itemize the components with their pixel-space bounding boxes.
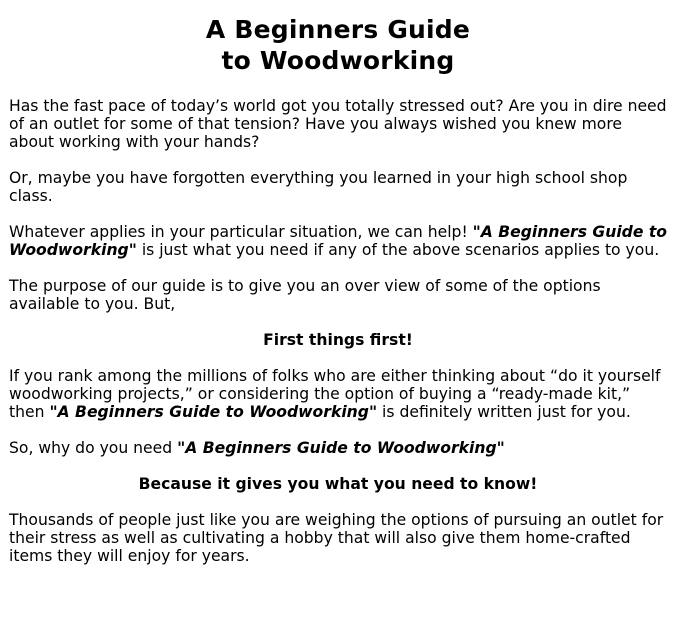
title-line-2: to Woodworking bbox=[221, 46, 455, 75]
page-title bbox=[9, 14, 667, 76]
shop-class-paragraph: Or, maybe you have forgotten everything you learned in your high school shop class. bbox=[9, 169, 628, 205]
p6-text-start: So, why do you need bbox=[9, 439, 178, 457]
p5-text-end: is definitely written just for you. bbox=[377, 403, 631, 421]
purpose-paragraph: The purpose of our guide is to give you an over view of some of the options available to you. But, bbox=[9, 277, 601, 313]
p3-text-end: is just what you need if any of the above scenarios applies to you. bbox=[136, 241, 660, 259]
title-line-1: A Beginners Guide bbox=[205, 15, 471, 44]
document-page bbox=[0, 14, 677, 630]
first-things-heading: First things first! bbox=[263, 331, 413, 349]
why-need-paragraph bbox=[9, 439, 667, 457]
millions-of-folks-paragraph bbox=[9, 367, 667, 421]
p3-text-start: Whatever applies in your particular situation, we can help! bbox=[9, 223, 473, 241]
p5-text-start: If you rank among the millions of folks who are either thinking about “do it yourself woodworking projects,” or considering the option of buying a “ready-made kit,” then bbox=[9, 367, 661, 421]
guide-title-emphasis: "A Beginners Guide to Woodworking" bbox=[177, 439, 505, 457]
we-can-help-paragraph bbox=[9, 223, 667, 259]
because-heading: Because it gives you what you need to know! bbox=[138, 475, 538, 493]
guide-title-emphasis: "A Beginners Guide to Woodworking" bbox=[9, 223, 668, 259]
intro-paragraph: Has the fast pace of today’s world got you totally stressed out? Are you in dire need of an outlet for some of that tension? Have you always wished you knew more about working with your hands? bbox=[9, 97, 667, 151]
guide-title-emphasis: "A Beginners Guide to Woodworking" bbox=[49, 403, 378, 421]
thousands-of-people-paragraph: Thousands of people just like you are weighing the options of pursuing an outlet for their stress as well as cultivating a hobby that will also give them home-crafted items they will enjoy for years. bbox=[9, 511, 664, 565]
